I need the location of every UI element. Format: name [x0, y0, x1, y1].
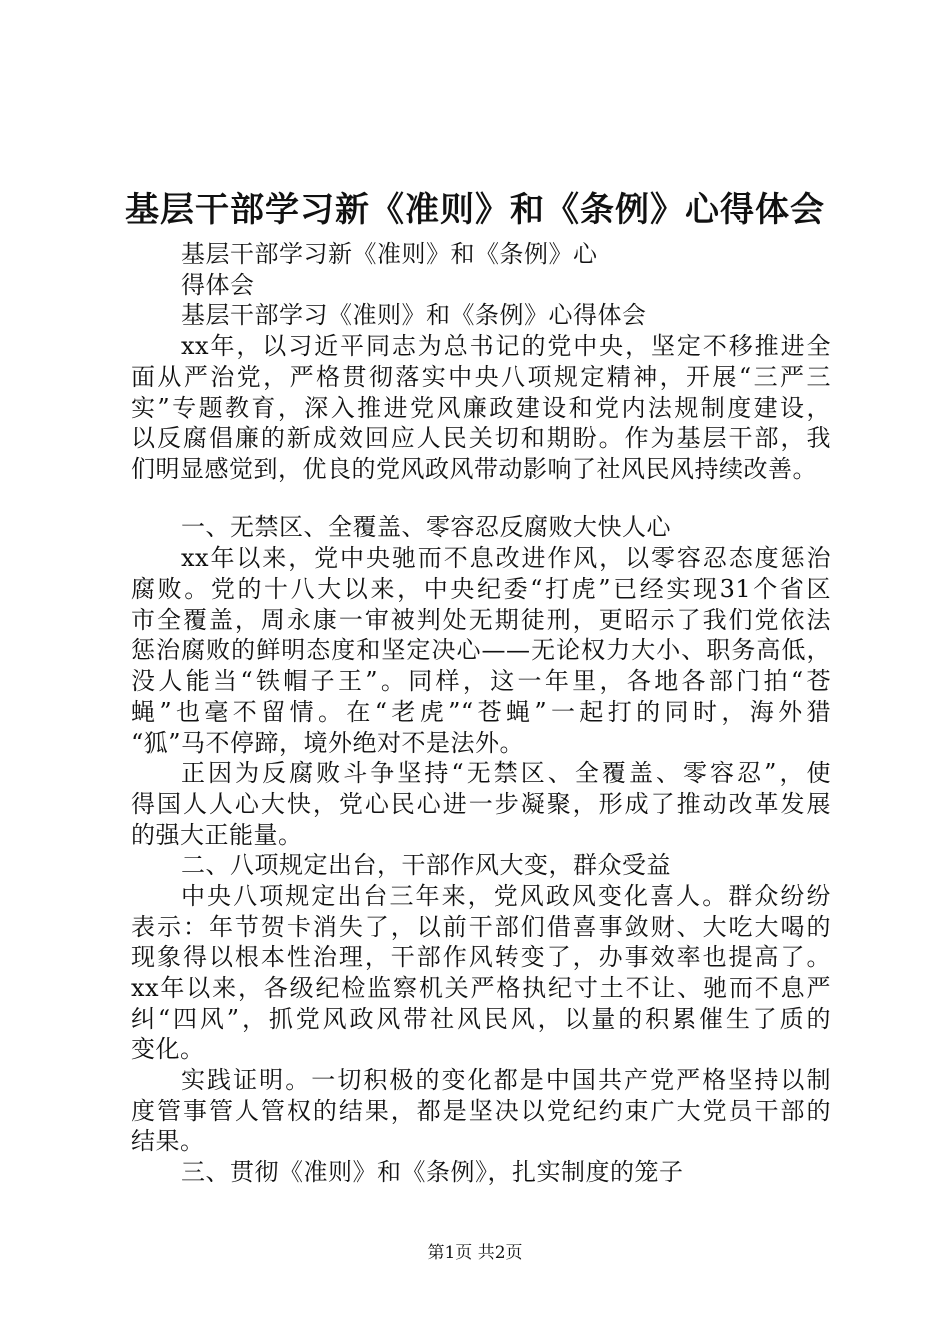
paragraph-line: 的强大正能量。 — [131, 821, 303, 849]
paragraph-line: 腐败。党的十八大以来，中央纪委“打虎”已经实现31个省区 — [131, 575, 831, 603]
paragraph-line: xx年以来，各级纪检监察机关严格执纪寸土不让、驰而不息严 — [131, 974, 831, 1002]
paragraph-line: 度管事管人管权的结果，都是坚决以党纪约束广大党员干部的 — [131, 1097, 831, 1125]
paragraph-line: 没人能当“铁帽子王”。同样，这一年里，各地各部门拍“苍 — [131, 667, 831, 695]
paragraph-line: 面从严治党，严格贯彻落实中央八项规定精神，开展“三严三 — [131, 363, 831, 391]
paragraph-line: 现象得以根本性治理，干部作风转变了，办事效率也提高了。 — [131, 943, 831, 971]
paragraph-line: 正因为反腐败斗争坚持“无禁区、全覆盖、零容忍”，使 — [181, 759, 831, 787]
subtitle-line: 得体会 — [181, 271, 255, 299]
paragraph-line: 惩治腐败的鲜明态度和坚定决心——无论权力大小、职务高低， — [131, 636, 831, 664]
paragraph-line: 蝇”也毫不留情。在“老虎”“苍蝇”一起打的同时，海外猎 — [131, 698, 831, 726]
paragraph-line: “狐”马不停蹄，境外绝对不是法外。 — [131, 729, 525, 757]
section-heading: 二、八项规定出台，干部作风大变，群众受益 — [181, 851, 671, 879]
paragraph-line: 变化。 — [131, 1035, 205, 1063]
document-title: 基层干部学习新《准则》和《条例》心得体会 — [125, 190, 825, 230]
section-heading: 一、无禁区、全覆盖、零容忍反腐败大快人心 — [181, 513, 671, 541]
paragraph-line: 纠“四风”，抓党风政风带社风民风，以量的积累催生了质的 — [131, 1005, 831, 1033]
heading-line: 基层干部学习《准则》和《条例》心得体会 — [181, 301, 647, 329]
subtitle-line: 基层干部学习新《准则》和《条例》心 — [181, 240, 598, 268]
paragraph-line: 得国人人心大快，党心民心进一步凝聚，形成了推动改革发展 — [131, 790, 831, 818]
paragraph-line: 以反腐倡廉的新成效回应人民关切和期盼。作为基层干部，我 — [131, 424, 831, 452]
paragraph-line: 实”专题教育，深入推进党风廉政建设和党内法规制度建设， — [131, 394, 831, 422]
paragraph-line: 市全覆盖，周永康一审被判处无期徒刑，更昭示了我们党依法 — [131, 606, 831, 634]
paragraph-line: 结果。 — [131, 1127, 205, 1155]
paragraph-line: 们明显感觉到，优良的党风政风带动影响了社风民风持续改善。 — [131, 455, 817, 483]
paragraph-line: xx年，以习近平同志为总书记的党中央，坚定不移推进全 — [181, 332, 831, 360]
paragraph-line: 实践证明。一切积极的变化都是中国共产党严格坚持以制 — [181, 1066, 831, 1094]
paragraph-line: xx年以来，党中央驰而不息改进作风，以零容忍态度惩治 — [181, 544, 831, 572]
section-heading: 三、贯彻《准则》和《条例》，扎实制度的笼子 — [181, 1158, 684, 1186]
paragraph-line: 表示：年节贺卡消失了，以前干部们借喜事敛财、大吃大喝的 — [131, 913, 831, 941]
page-number: 第1页 共2页 — [427, 1243, 523, 1263]
paragraph-line: 中央八项规定出台三年来，党风政风变化喜人。群众纷纷 — [181, 882, 831, 910]
